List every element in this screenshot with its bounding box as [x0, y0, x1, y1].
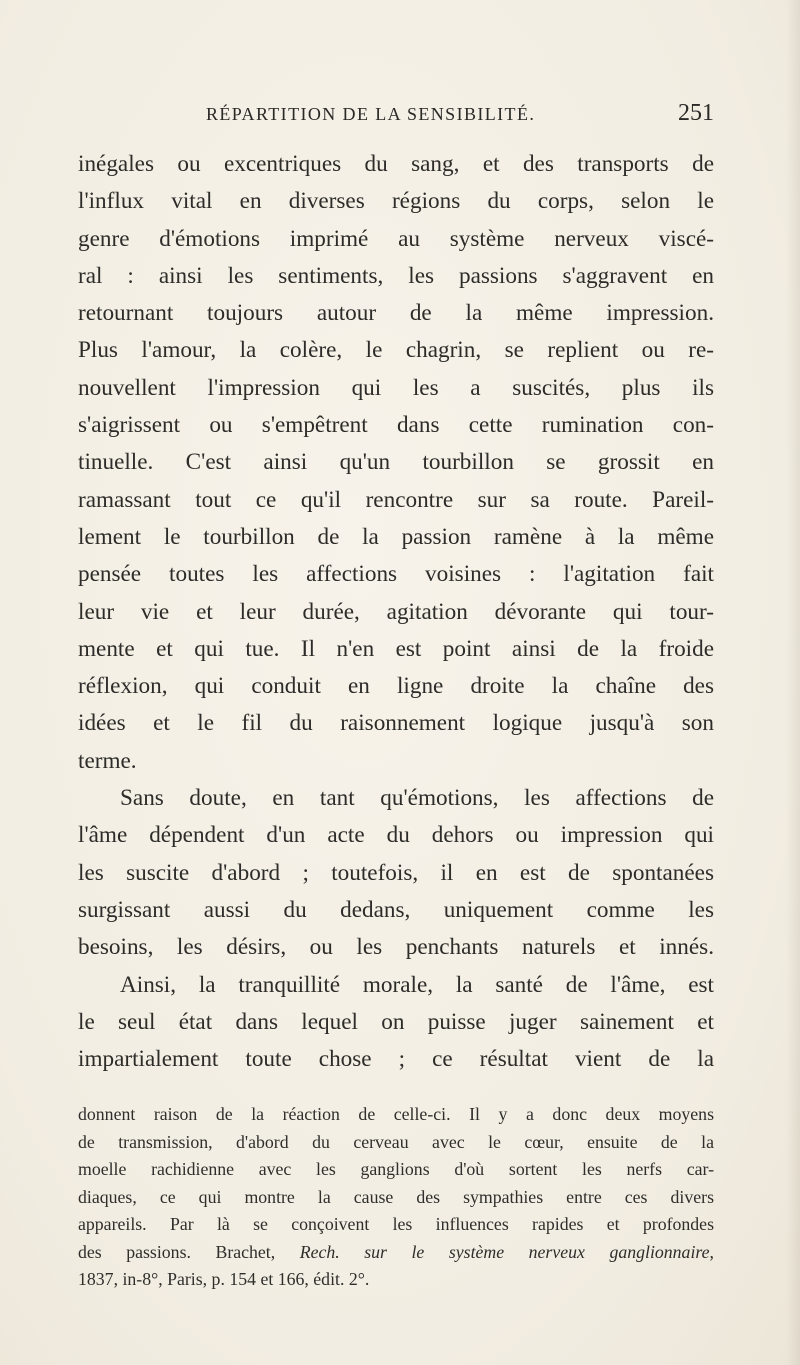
footnote-line: 1837, in-8°, Paris, p. 154 et 166, édit. 2°. — [78, 1269, 370, 1289]
running-head: RÉPARTITION DE LA SENSIBILITÉ. — [206, 104, 536, 124]
paragraph-start-line: Sans doute, en tant qu'émotions, les affections de — [120, 785, 714, 812]
text-line: idées et le fil du raisonnement logique jusqu'à son — [78, 710, 714, 737]
text-line: Plus l'amour, la colère, le chagrin, se replient ou re- — [78, 337, 714, 364]
footnote — [78, 1101, 714, 1294]
footnote-citation-prefix: des passions. Brachet, — [78, 1241, 300, 1262]
text-line: pensée toutes les affections voisines : l'agitation fait — [78, 561, 714, 588]
body-text — [78, 146, 714, 1078]
footnote-line: diaques, ce qui montre la cause des sympathies entre ces divers — [78, 1186, 714, 1207]
page-edge-shadow — [786, 0, 800, 1365]
text-line: réflexion, qui conduit en ligne droite la chaîne des — [78, 673, 714, 700]
footnote-line: moelle rachidienne avec les ganglions d'où sortent les nerfs car- — [78, 1159, 714, 1179]
text-line: les suscite d'abord ; toutefois, il en est de spontanées — [78, 859, 714, 886]
text-line: tinuelle. C'est ainsi qu'un tourbillon se grossit en — [78, 449, 714, 476]
footnote-citation-suffix: , — [709, 1241, 714, 1262]
text-line: retournant toujours autour de la même impression. — [78, 300, 714, 327]
text-line: surgissant aussi du dedans, uniquement comme les — [78, 896, 714, 923]
text-line: ral : ainsi les sentiments, les passions s'aggravent en — [78, 262, 714, 289]
paragraph-end-line: besoins, les désirs, ou les penchants naturels et innés. — [78, 934, 714, 961]
text-line: nouvellent l'impression qui les a suscités, plus ils — [78, 374, 714, 401]
text-line: s'aigrissent ou s'empêtrent dans cette rumination con- — [78, 412, 714, 439]
text-line: l'âme dépendent d'un acte du dehors ou impression qui — [78, 822, 714, 849]
footnote-line: appareils. Par là se conçoivent les influences rapides et profondes — [78, 1214, 714, 1234]
text-line: mente et qui tue. Il n'en est point ainsi de la froide — [78, 635, 714, 662]
text-line: ramassant tout ce qu'il rencontre sur sa route. Pareil- — [78, 486, 714, 513]
page-number: 251 — [678, 100, 714, 126]
footnote-line: de transmission, d'abord du cerveau avec le cœur, ensuite de la — [78, 1131, 714, 1152]
footnote-line: donnent raison de la réaction de celle-ci. Il y a donc deux moyens — [78, 1104, 714, 1124]
paragraph-start-line: Ainsi, la tranquillité morale, la santé de l'âme, est — [120, 971, 714, 998]
text-line: lement le tourbillon de la passion ramène à la même — [78, 523, 714, 550]
paragraph-end-line: terme. — [78, 747, 137, 774]
text-line: genre d'émotions imprimé au système nerveux viscé- — [78, 225, 714, 252]
footnote-citation-line — [78, 1239, 714, 1267]
text-line: inégales ou excentriques du sang, et des transports de — [78, 151, 714, 177]
text-line: l'influx vital en diverses régions du corps, selon le — [78, 188, 714, 215]
text-line: impartialement toute chose ; ce résultat vient de la — [78, 1046, 714, 1073]
text-line: leur vie et leur durée, agitation dévorante qui tour- — [78, 598, 714, 625]
text-line: le seul état dans lequel on puisse juger sainement et — [78, 1008, 714, 1035]
footnote-citation-title: Rech. sur le système nerveux ganglionnaire — [299, 1241, 710, 1262]
page-header — [78, 100, 714, 134]
